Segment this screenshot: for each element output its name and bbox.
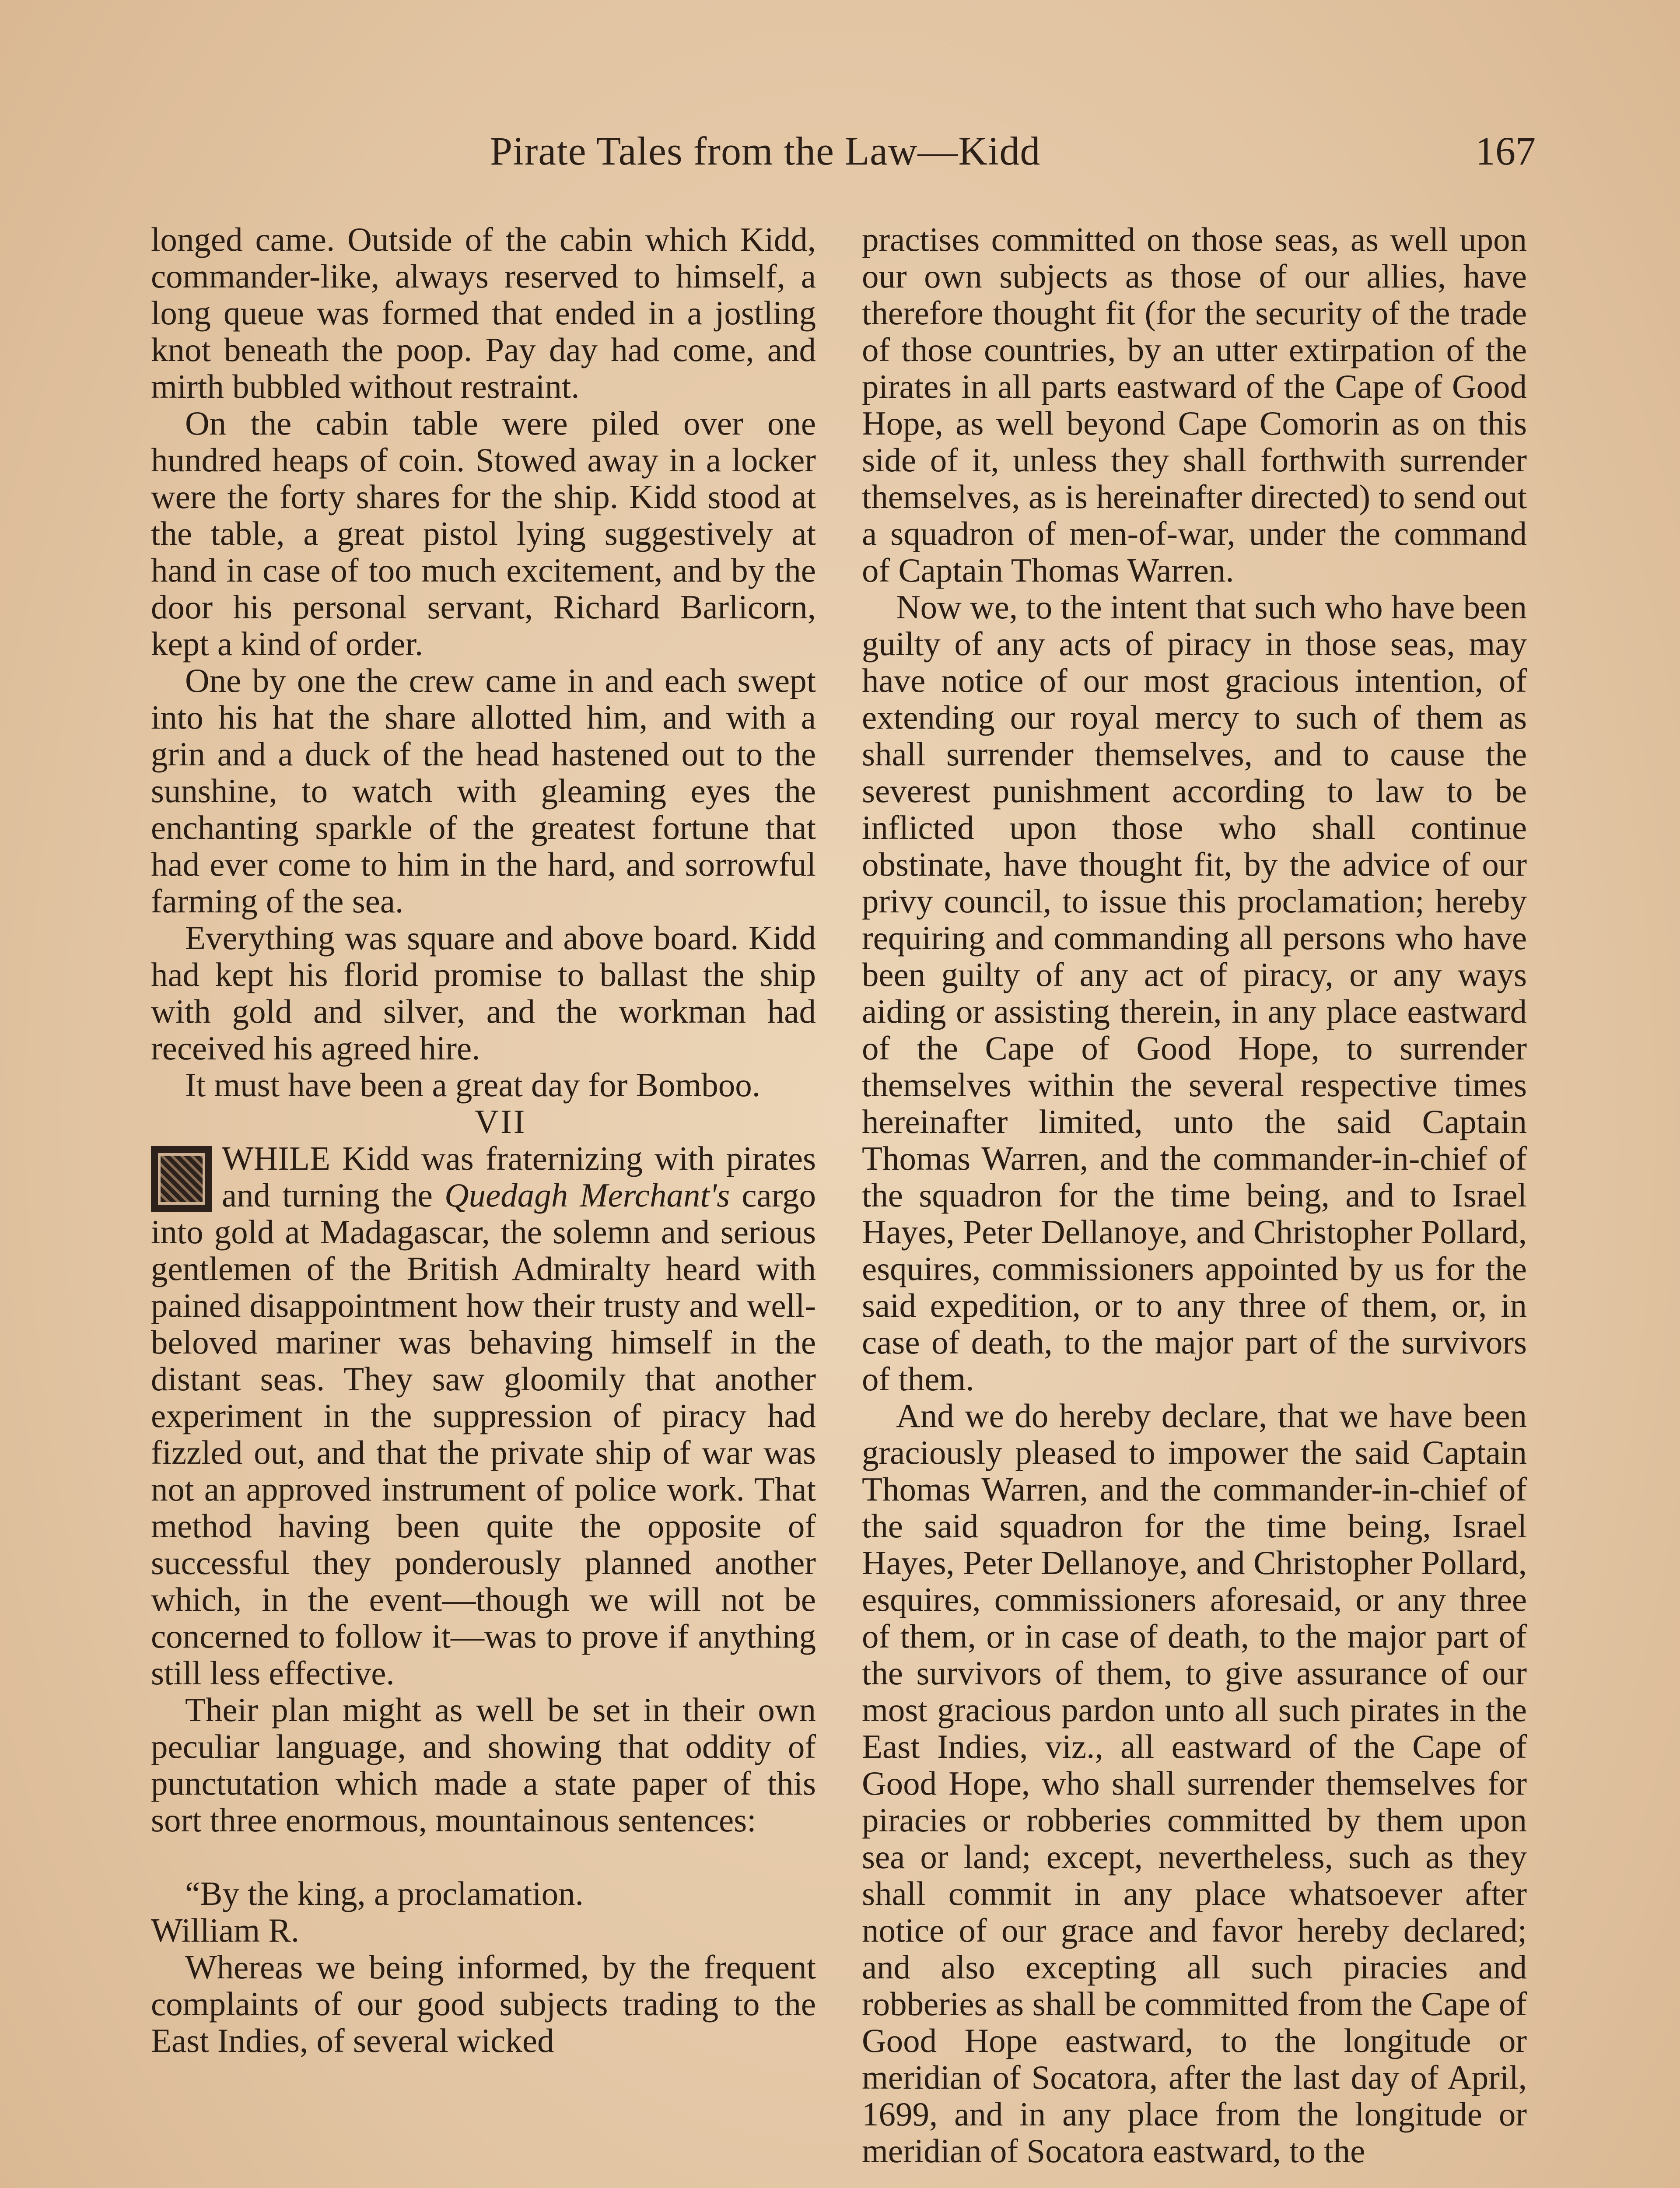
left-column (151, 221, 816, 2059)
ornamental-drop-cap-icon (151, 1146, 212, 1212)
paragraph: Everything was square and above board. Kidd had kept his florid promise to ballast the ship with gold and silver, and the workman had received his agreed hire. (151, 919, 816, 1067)
paragraph-with-drop-cap (151, 1140, 816, 1691)
right-column (862, 221, 1527, 2169)
proclamation-signature: William R. (151, 1911, 300, 1949)
paragraph-text: cargo into gold at Madagascar, the solemn and serious gentlemen of the British Admiralty heard with pained disappointment how their trusty and well-beloved mariner was behaving himself in the distant seas. They saw gloomily that another experiment in the suppression of piracy had fizzled out, and that the private ship of war was not an approved instrument of police work. That method having been quite the opposite of successful they ponderously planned another which, in the event—though we will not be concerned to follow it—was to prove if anything still less effective. (151, 1176, 816, 1692)
paragraph: practises committed on those seas, as well upon our own subjects as those of our allies, have therefore thought fit (for the security of the trade of those countries, by an utter extirpation of the pirates in all parts eastward of the Cape of Good Hope, as well beyond Cape Comorin as on this side of it, unless they shall forthwith surrender themselves, as is hereinafter directed) to send out a squadron of men-of-war, under the command of Captain Thomas Warren. (862, 221, 1527, 589)
ship-name-italic: Quedagh Merchant's (444, 1176, 730, 1214)
paragraph: On the cabin table were piled over one hundred heaps of coin. Stowed away in a locker were the forty shares for the ship. Kidd stood at the table, a great pistol lying suggestively at hand in case of too much excitement, and by the door his personal servant, Richard Barlicorn, kept a kind of order. (151, 404, 816, 663)
proclamation-heading: “By the king, a proclamation. (185, 1875, 584, 1912)
page-number: 167 (1475, 129, 1536, 173)
paragraph: It must have been a great day for Bomboo. (185, 1066, 761, 1104)
paragraph: One by one the crew came in and each swept into his hat the share allotted him, and with a grin and a duck of the head hastened out to the sunshine, to watch with gleaming eyes the enchanting sparkle of the greatest fortune that had ever come to him in the hard, and sorrowful farming of the sea. (151, 662, 816, 920)
paragraph: Whereas we being informed, by the frequent complaints of our good subjects trading to the East Indies, of several wicked (151, 1948, 816, 2059)
paragraph-text: WHILE Kidd was fraternizing with pirates and turning the (222, 1140, 816, 1214)
paragraph: And we do hereby declare, that we have been graciously pleased to impower the said Captain Thomas Warren, and the commander-in-chief of the said squadron for the time being, Israel Hayes, Peter Dellanoye, and Christopher Pollard, esquires, commissioners aforesaid, or any three of them, or in case of death, to the major part of the survivors of them, to give assurance of our most gracious pardon unto all such pirates in the East Indies, viz., all eastward of the Cape of Good Hope, who shall surrender themselves for piracies or robberies committed by them upon sea or land; except, nevertheless, such as they shall commit in any place whatsoever after notice of our grace and favor hereby declared; and also excepting all such piracies and robberies as shall be committed from the Cape of Good Hope eastward, to the longitude or meridian of Socatora, after the last day of April, 1699, and in any place from the longitude or meridian of Socatora eastward, to the (862, 1397, 1527, 2170)
paragraph: Their plan might as well be set in their own peculiar language, and showing that oddity of punctutation which made a state paper of this sort three enormous, mountainous sentences: (151, 1691, 816, 1839)
section-heading: VII (474, 1103, 527, 1140)
paragraph: Now we, to the intent that such who have been guilty of any acts of piracy in those seas, may have notice of our most gracious intention, of extending our royal mercy to such of them as shall surrender themselves, and to cause the severest punishment according to law to be inflicted upon those who shall continue obstinate, have thought fit, by the advice of our privy council, to issue this proclamation; hereby requiring and commanding all persons who have been guilty of any act of piracy, or any ways aiding or assisting therein, in any place eastward of the Cape of Good Hope, to surrender themselves within the several respective times hereinafter limited, unto the said Captain Thomas Warren, and the commander-in-chief of the squadron for the time being, and to Israel Hayes, Peter Dellanoye, and Christopher Pollard, esquires, commissioners appointed by us for the said expedition, or to any three of them, or, in case of death, to the major part of the survivors of them. (862, 588, 1527, 1398)
running-title: Pirate Tales from the Law—Kidd (490, 129, 1041, 173)
paragraph: longed came. Outside of the cabin which Kidd, commander-like, always reserved to himself, a long queue was formed that ended in a jostling knot beneath the poop. Pay day had come, and mirth bubbled without restraint. (151, 221, 816, 405)
